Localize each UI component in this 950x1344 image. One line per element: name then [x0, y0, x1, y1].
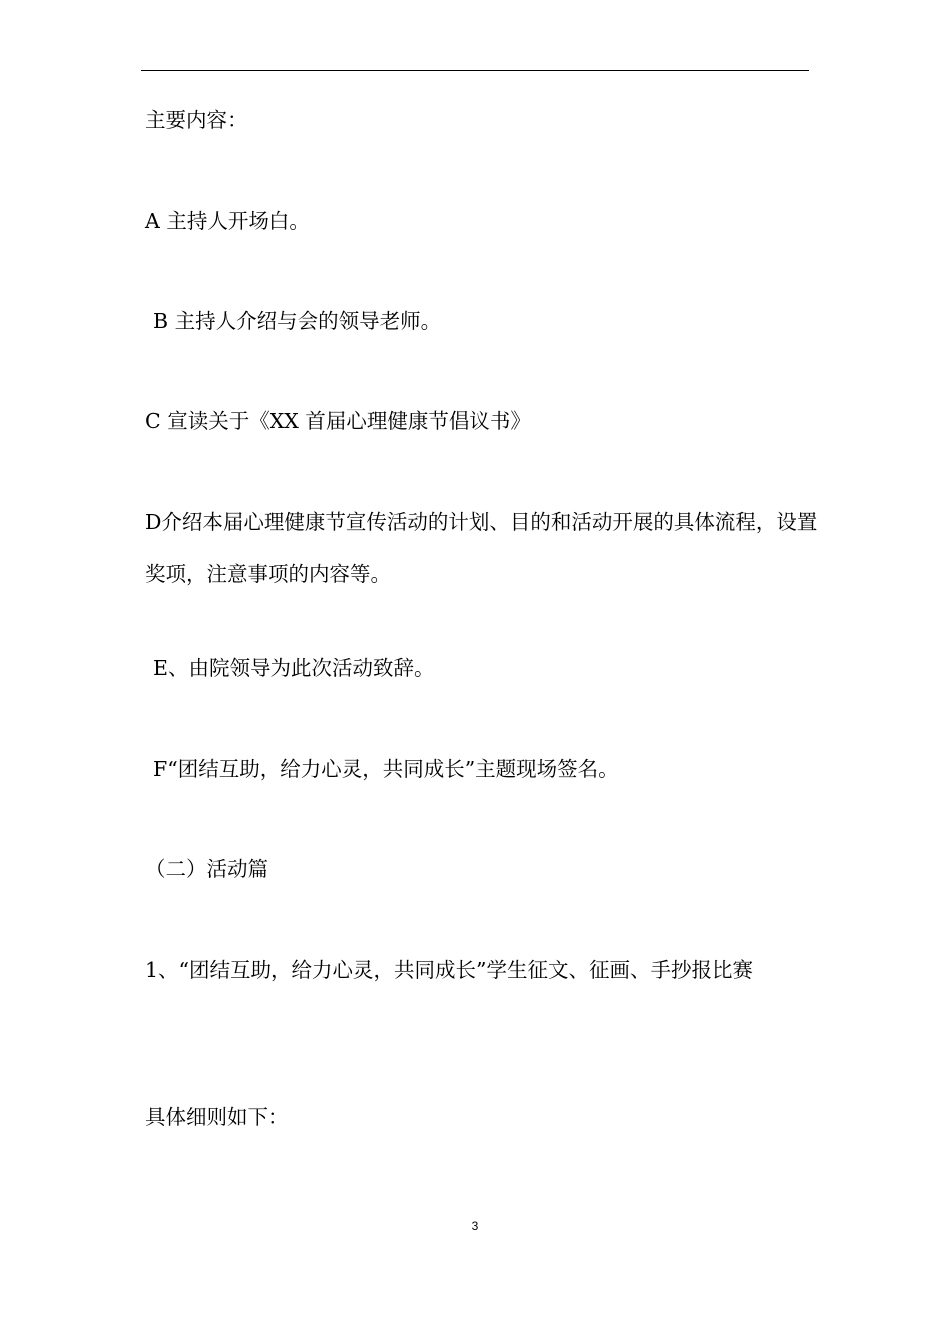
paragraph-item-f: F“团结互助，给力心灵，共同成长”主题现场签名。 [153, 757, 619, 781]
section-heading-activities: （二）活动篇 [145, 857, 268, 881]
paragraph-item-e: E、由院领导为此次活动致辞。 [153, 656, 435, 680]
paragraph-item-d: D介绍本届心理健康节宣传活动的计划、目的和活动开展的具体流程，设置奖项，注意事项的内容等。 [145, 510, 818, 586]
paragraph-item-c: C 宣读关于《XX 首届心理健康节倡议书》 [145, 409, 531, 433]
paragraph-activity-1: 1、“团结互助，给力心灵，共同成长”学生征文、征画、手抄报比赛 [145, 958, 754, 982]
page-number: 3 [471, 1219, 479, 1233]
paragraph-main-content-heading: 主要内容： [145, 108, 248, 132]
paragraph-item-a: A 主持人开场白。 [145, 209, 310, 233]
paragraph-item-b: B 主持人介绍与会的领导老师。 [153, 309, 442, 333]
paragraph-details-intro: 具体细则如下： [145, 1105, 289, 1129]
header-rule [141, 70, 809, 71]
